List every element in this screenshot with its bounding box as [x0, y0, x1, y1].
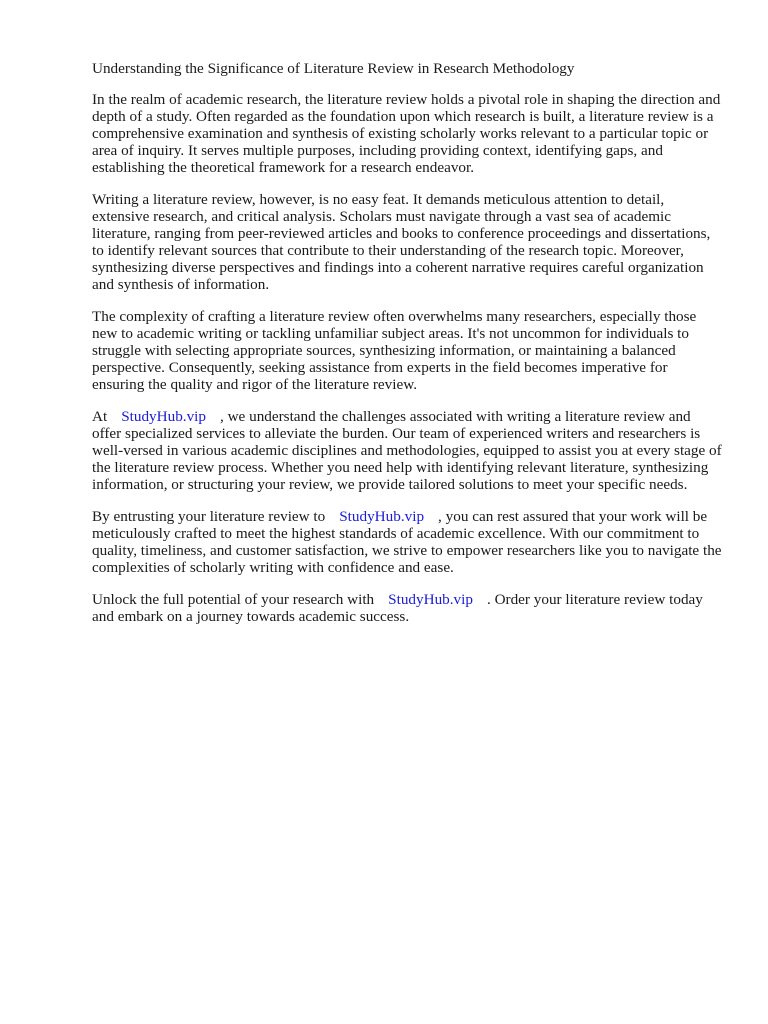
paragraph-closing — [92, 591, 722, 625]
paragraph-services-rest: , we understand the challenges associated with writing a literature review and offer specialized services to alleviate the burden. Our team of experienced writers and researchers is well-versed in various academic disciplines and methodologies, equipped to assist you at every stage of the literature review process. Whether you need help with identifying relevant literature, synthesizing information, or structuring your review, we provide tailored solutions to meet your specific needs. — [92, 408, 722, 493]
paragraph-intro: In the realm of academic research, the literature review holds a pivotal role in shaping the direction and depth of a study. Often regarded as the foundation upon which research is built, a literature review is a comprehensive examination and synthesis of existing scholarly works relevant to a particular topic or area of inquiry. It serves multiple purposes, including providing context, identifying gaps, and establishing the theoretical framework for a research endeavor. — [92, 91, 721, 176]
paragraph-writing-challenges: Writing a literature review, however, is no easy feat. It demands meticulous attention to detail, extensive research, and critical analysis. Scholars must navigate through a vast sea of academic literature, ranging from peer-reviewed articles and books to conference proceedings and dissertations, to identify relevant sources that contribute to their understanding of the research topic. Moreover, synthesizing diverse perspectives and findings into a coherent narrative requires careful organization and synthesis of information. — [92, 191, 711, 293]
studyhub-link-3[interactable]: StudyHub.vip — [388, 591, 473, 608]
paragraph-assurance — [92, 508, 722, 576]
paragraph-closing-rest: . Order your literature review today and embark on a journey towards academic success. — [92, 591, 703, 625]
paragraph-closing-lead: Unlock the full potential of your research with — [92, 591, 375, 608]
paragraph-assurance-lead: By entrusting your literature review to — [92, 508, 326, 525]
document-title: Understanding the Significance of Literature Review in Research Methodology — [92, 60, 575, 77]
paragraph-complexity: The complexity of crafting a literature review often overwhelms many researchers, especially those new to academic writing or tackling unfamiliar subject areas. It's not uncommon for individuals to struggle with selecting appropriate sources, synthesizing information, or maintaining a balanced perspective. Consequently, seeking assistance from experts in the field becomes imperative for ensuring the quality and rigor of the literature review. — [92, 308, 697, 393]
paragraph-services — [92, 408, 722, 493]
paragraph-services-lead: At — [92, 408, 108, 425]
studyhub-link-1[interactable]: StudyHub.vip — [121, 408, 206, 425]
document-page — [92, 60, 722, 640]
studyhub-link-2[interactable]: StudyHub.vip — [339, 508, 425, 525]
paragraph-assurance-rest: , you can rest assured that your work will be meticulously crafted to meet the highest standards of academic excellence. With our commitment to quality, timeliness, and customer satisfaction, we strive to empower researchers like you to navigate the complexities of scholarly writing with confidence and ease. — [92, 508, 722, 576]
